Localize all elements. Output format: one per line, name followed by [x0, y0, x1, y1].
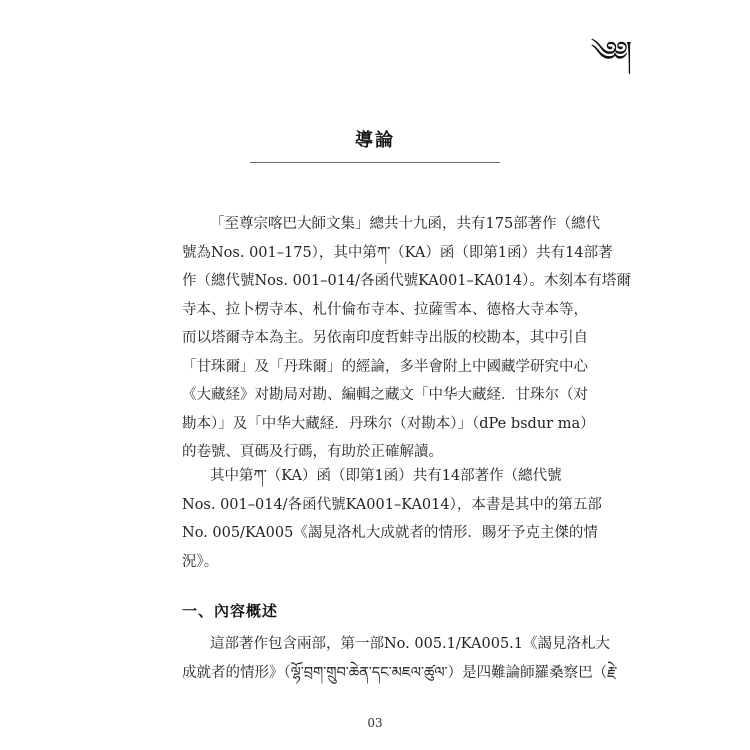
tibetan-ornament-glyph: ༄༅། — [590, 35, 630, 68]
paragraph-content-summary — [182, 630, 618, 687]
paragraph-line: 而以塔爾寺本為主。另依南印度哲蚌寺出版的校勘本，其中引自 — [182, 330, 588, 346]
paragraph-line: 其中第ཀ་（KA）函（即第1函）共有14部著作（總代號 — [210, 468, 562, 484]
paragraph-line: 況》。 — [182, 553, 219, 570]
paragraph-line: 作（總代號Nos. 001–014/各函代號KA001–KA014）。木刻本有塔爾 — [182, 273, 631, 289]
paragraph-intro — [182, 210, 631, 467]
section-heading: 一、內容概述 — [182, 602, 279, 620]
paragraph-line: 號為Nos. 001–175），其中第ཀ་（KA）函（即第1函）共有14部著 — [182, 244, 613, 261]
paragraph-line: Nos. 001–014/各函代號KA001–KA014），本書是其中的第五部 — [182, 496, 602, 513]
paragraph-volume-info — [182, 462, 602, 576]
paragraph-line: 的卷號、頁碼及行碼，有助於正確解讀。 — [182, 444, 443, 460]
paragraph-line: 寺本、拉卜楞寺本、札什倫布寺本、拉薩雪本、德格大寺本等， — [182, 301, 588, 318]
page-title: 導論 — [355, 130, 395, 151]
paragraph-line: 勘本）」及「中华大藏経．丹珠尔（对勘本）」（dPe bsdur ma） — [182, 415, 595, 432]
page-number: 03 — [367, 716, 383, 730]
paragraph-line: 「至尊宗喀巴大師文集」總共十九函，共有175部著作（總代 — [210, 216, 601, 232]
title-divider — [250, 162, 500, 163]
paragraph-line: No. 005/KA005《謁見洛札大成就者的情形．賜牙予克主傑的情 — [182, 525, 598, 541]
paragraph-line: 《大藏経》对勘局对勘、編輯之藏文「中华大藏経．甘珠尔（对 — [182, 387, 588, 403]
paragraph-line: 「甘珠爾」及「丹珠爾」的經論，多半會附上中國藏学研究中心 — [182, 358, 588, 375]
paragraph-line: 成就者的情形》（ལྷོ་བྲག་གྲུབ་ཆེན་དང་མཇལ་ཚུལ་）是四難論師羅桑察巴（རྗེ་ — [182, 664, 618, 681]
paragraph-line: 這部著作包含兩部，第一部No. 005.1/KA005.1《謁見洛札大 — [210, 636, 611, 652]
